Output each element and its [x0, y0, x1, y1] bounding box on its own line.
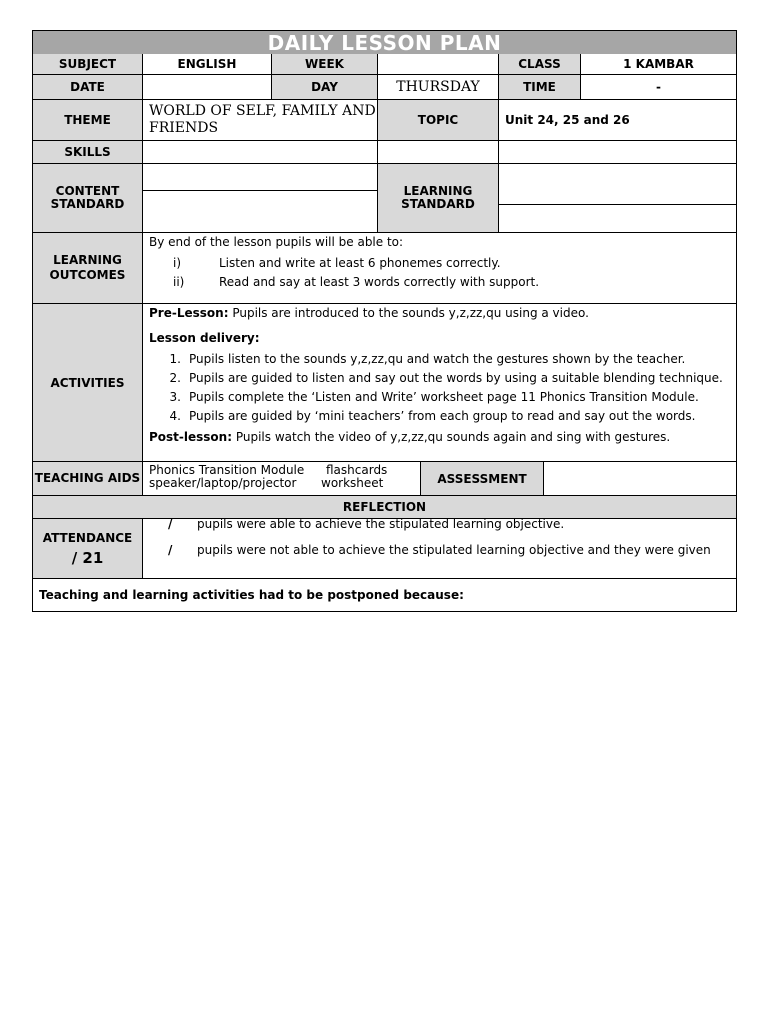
content-standard-value [143, 164, 378, 232]
theme-value: WORLD OF SELF, FAMILY AND FRIENDS [143, 100, 378, 140]
attendance-label: ATTENDANCE [42, 530, 133, 545]
content-standard-line-1 [143, 164, 377, 191]
class-value: 1 KAMBAR [623, 57, 694, 71]
pre-lesson [149, 306, 589, 321]
topic-value: Unit 24, 25 and 26 [505, 113, 630, 127]
learning-standard-line-1 [499, 164, 736, 205]
reflection-label: REFLECTION [33, 496, 736, 518]
outcomes-row [32, 233, 737, 304]
teaching-aids-row [32, 462, 737, 496]
learning-outcomes-value [143, 233, 736, 303]
time-value: - [656, 80, 661, 94]
reflection-text: pupils were not able to achieve the stipulated learning objective and they were given [197, 543, 711, 557]
reflection-line [143, 518, 564, 530]
postponed-row [32, 579, 737, 612]
learning-standard-label: LEARNING STANDARD [378, 164, 499, 232]
pre-lesson-text: Pupils are introduced to the sounds y,z,zz,qu using a video. [228, 306, 589, 320]
week-label: WEEK [272, 54, 378, 74]
aid-item: worksheet [321, 476, 384, 490]
teaching-aids-value [143, 462, 421, 495]
skills-value-2 [378, 141, 499, 163]
subject-row [32, 54, 737, 75]
outcome-number: i) [173, 256, 182, 270]
teaching-aids-label: TEACHING AIDS [33, 462, 143, 495]
learning-outcomes-label: LEARNING OUTCOMES [33, 233, 143, 303]
reflection-slash: / [168, 517, 173, 531]
post-lesson-label: Post-lesson: [149, 430, 233, 444]
lesson-plan-table [32, 30, 737, 612]
activities-value [143, 304, 736, 461]
learning-standard-value [499, 164, 736, 232]
day-value: THURSDAY [378, 75, 499, 99]
activities-label: ACTIVITIES [33, 304, 143, 461]
outcome-item [149, 273, 539, 292]
day-label: DAY [272, 75, 378, 99]
class-label: CLASS [499, 54, 581, 74]
skills-label: SKILLS [33, 141, 143, 163]
reflection-line [143, 543, 711, 557]
reflection-slash: / [168, 543, 173, 557]
date-value [143, 75, 272, 99]
date-label: DATE [33, 75, 143, 99]
skills-value-3 [499, 141, 736, 163]
attendance-row [32, 519, 737, 579]
skills-row [32, 141, 737, 164]
reflection-row [32, 496, 737, 519]
week-value [378, 54, 499, 74]
list-item [149, 369, 723, 388]
outcomes-intro: By end of the lesson pupils will be able to: [149, 235, 404, 249]
standards-row [32, 164, 737, 233]
aid-item: speaker/laptop/projector [149, 476, 297, 490]
aid-item: flashcards [326, 463, 388, 477]
aid-item: Phonics Transition Module [149, 463, 305, 477]
content-standard-label: CONTENT STANDARD [33, 164, 143, 232]
theme-row [32, 100, 737, 141]
post-lesson-text: Pupils watch the video of y,z,zz,qu sounds again and sing with gestures. [232, 430, 671, 444]
attendance-cell [33, 519, 143, 578]
step-number: 4. [169, 409, 181, 423]
subject-value: ENGLISH [143, 54, 272, 74]
content-standard-line-2 [143, 191, 377, 231]
step-text: Pupils are guided to listen and say out the words by using a suitable blending technique. [189, 371, 723, 385]
assessment-label: ASSESSMENT [421, 462, 544, 495]
subject-label: SUBJECT [33, 54, 143, 74]
list-item [149, 407, 723, 426]
pre-lesson-label: Pre-Lesson: [149, 306, 229, 320]
skills-value [143, 141, 378, 163]
outcome-number: ii) [173, 275, 185, 289]
activities-row [32, 304, 737, 462]
step-number: 1. [169, 352, 181, 366]
outcome-text: Listen and write at least 6 phonemes correctly. [219, 256, 501, 270]
post-lesson [149, 430, 670, 445]
list-item [149, 350, 723, 369]
postponed-text: Teaching and learning activities had to be postponed because: [39, 588, 464, 602]
reflection-value [143, 519, 736, 578]
learning-standard-line-2 [499, 205, 736, 231]
assessment-value [544, 462, 736, 495]
topic-label: TOPIC [378, 100, 499, 140]
lesson-delivery-label: Lesson delivery: [149, 331, 260, 345]
reflection-text: pupils were able to achieve the stipulated learning objective. [197, 517, 565, 531]
lesson-steps [149, 350, 723, 426]
step-text: Pupils listen to the sounds y,z,zz,qu and watch the gestures shown by the teacher. [189, 352, 686, 366]
page-title: DAILY LESSON PLAN [33, 31, 736, 54]
outcome-item [149, 254, 501, 273]
attendance-value: / 21 [71, 548, 104, 567]
time-label: TIME [499, 75, 581, 99]
step-number: 2. [169, 371, 181, 385]
step-text: Pupils complete the ‘Listen and Write’ worksheet page 11 Phonics Transition Module. [189, 390, 699, 404]
outcome-text: Read and say at least 3 words correctly with support. [219, 275, 540, 289]
list-item [149, 388, 723, 407]
step-text: Pupils are guided by ‘mini teachers’ from each group to read and say out the words. [189, 409, 696, 423]
date-row [32, 75, 737, 100]
title-row [32, 30, 737, 54]
theme-label: THEME [33, 100, 143, 140]
step-number: 3. [169, 390, 181, 404]
